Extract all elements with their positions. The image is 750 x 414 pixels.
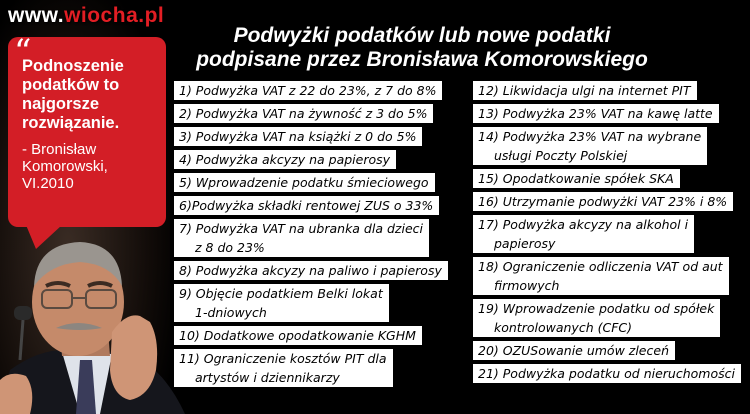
list-item-text: 3) Podwyżka VAT na książki z 0 do 5% (179, 129, 417, 144)
page-title (182, 24, 662, 72)
list-item-text: 9) Objęcie podatkiem Belki lokat (179, 286, 383, 301)
tax-list-right (473, 81, 747, 387)
list-item-text: 17) Podwyżka akcyzy na alkohol i (478, 217, 689, 232)
list-item-text: 14) Podwyżka 23% VAT na wybrane (478, 129, 702, 144)
list-item-text: 2) Podwyżka VAT na żywność z 3 do 5% (179, 106, 428, 121)
list-item (174, 81, 442, 100)
quote-mark-icon: “ (14, 32, 32, 72)
list-item (174, 196, 439, 215)
list-item-continuation: kontrolowanych (CFC) (494, 320, 632, 335)
list-item (174, 150, 396, 169)
quote-text: Podnoszenie podatków to najgorsze rozwiązanie. (22, 57, 124, 132)
politician-portrait (0, 220, 190, 414)
list-item-text: 12) Likwidacja ulgi na internet PIT (478, 83, 691, 98)
list-item-continuation: firmowych (494, 278, 560, 293)
list-item (473, 341, 675, 360)
list-item (174, 219, 429, 257)
list-item (473, 127, 707, 165)
list-item (174, 127, 422, 146)
site-watermark (8, 4, 164, 28)
list-item-continuation: 1-dniowych (195, 305, 267, 320)
list-item-text: 19) Wprowadzenie podatku od spółek (478, 301, 715, 316)
list-item (174, 173, 435, 192)
list-item-text: 18) Ograniczenie odliczenia VAT od aut (478, 259, 723, 274)
title-line-1: Podwyżki podatków lub nowe podatki (233, 24, 611, 47)
watermark-suffix: .pl (138, 4, 165, 27)
list-item-text: 21) Podwyżka podatku od nieruchomości (478, 366, 735, 381)
title-line-2: podpisane przez Bronisława Komorowskiego (196, 48, 648, 71)
list-item-text: 11) Ograniczenie kosztów PIT dla (179, 351, 387, 366)
list-item (473, 104, 719, 123)
list-item-text: 8) Podwyżka akcyzy na paliwo i papierosy (179, 263, 442, 278)
list-item (473, 81, 697, 100)
list-item (473, 215, 694, 253)
list-item (174, 349, 393, 387)
list-item-text: 6)Podwyżka składki rentowej ZUS o 33% (179, 198, 434, 213)
list-item (473, 192, 733, 211)
list-item (473, 169, 680, 188)
quote-author: - Bronisław Komorowski, VI.2010 (22, 141, 108, 192)
quote-bubble (8, 32, 166, 227)
list-item-text: 5) Wprowadzenie podatku śmieciowego (179, 175, 429, 190)
list-item (473, 364, 741, 383)
list-item-text: 15) Opodatkowanie spółek SKA (478, 171, 674, 186)
list-item (174, 326, 422, 345)
list-item-continuation: z 8 do 23% (195, 240, 265, 255)
list-item-text: 4) Podwyżka akcyzy na papierosy (179, 152, 391, 167)
watermark-prefix: www. (8, 4, 65, 27)
list-item-text: 13) Podwyżka 23% VAT na kawę latte (478, 106, 713, 121)
list-item (473, 257, 729, 295)
list-item-text: 20) OZUSowanie umów zleceń (478, 343, 669, 358)
list-item-continuation: artystów i dziennikarzy (195, 370, 340, 385)
list-item (473, 299, 720, 337)
list-item-continuation: papierosy (494, 236, 556, 251)
list-item (174, 104, 433, 123)
list-item (174, 284, 389, 322)
tax-list-left (174, 81, 450, 391)
list-item-text: 7) Podwyżka VAT na ubranka dla dzieci (179, 221, 423, 236)
watermark-brand: wiocha (64, 4, 139, 27)
list-item (174, 261, 448, 280)
list-item-text: 1) Podwyżka VAT z 22 do 23%, z 7 do 8% (179, 83, 437, 98)
list-item-continuation: usługi Poczty Polskiej (494, 148, 628, 163)
list-item-text: 16) Utrzymanie podwyżki VAT 23% i 8% (478, 194, 728, 209)
list-item-text: 10) Dodatkowe opodatkowanie KGHM (179, 328, 416, 343)
